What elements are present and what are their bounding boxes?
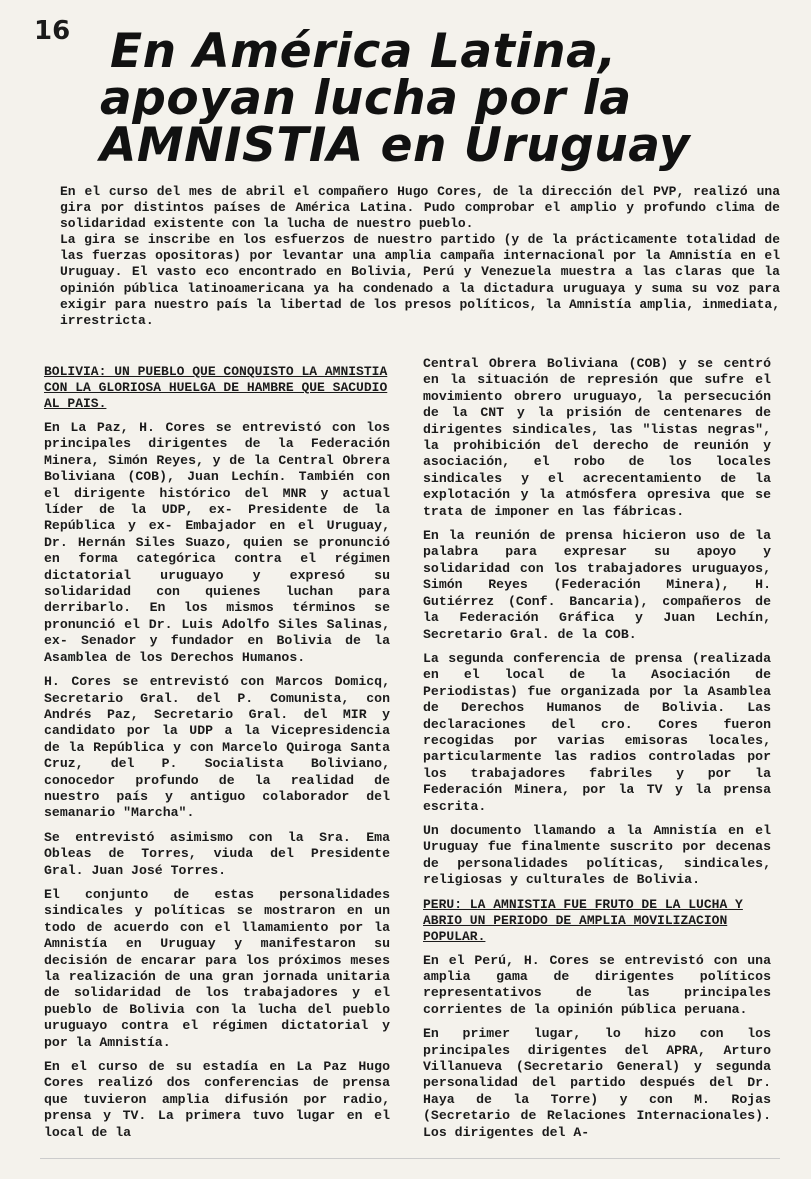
- headline-line-3: AMNISTIA en Uruguay: [100, 118, 691, 173]
- headline-line-1: En América Latina,: [110, 24, 617, 79]
- headline-line-2: apoyan lucha por la: [100, 71, 632, 126]
- intro: [60, 184, 780, 329]
- page-number: 16: [34, 16, 71, 46]
- left-paragraph-5: En el curso de su estadía en La Paz Hugo Cores realizó dos conferencias de prensa que tuvieron amplia difusión por radio, prensa y TV. La primera tuvo lugar en el local de la: [44, 1059, 390, 1140]
- intro-paragraph-2: La gira se inscribe en los esfuerzos de nuestro partido (y de la prácticamente totalidad de las fuerzas opositoras) por levantar una amplia campaña internacional por la Amnistía en el Uruguay. El vasto eco encontrado en Bolivia, Perú y Venezuela muestra a las claras que la opinión pública latinoamericana ya ha condenado a la dictadura uruguaya y suma su voz para exigir para nuestro país la libertad de los presos políticos, la Amnistía amplia, inmediata, irrestricta.: [60, 232, 780, 328]
- intro-paragraph-1: En el curso del mes de abril el compañero Hugo Cores, de la dirección del PVP, realizó una gira por distintos países de América Latina. Pudo comprobar el amplio y profundo clima de solidaridad existente con la lucha de nuestro pueblo.: [60, 184, 780, 232]
- right-paragraph-6: En primer lugar, lo hizo con los principales dirigentes del APRA, Arturo Villanueva (Secretario General) y segunda personalidad del partido después del Dr. Haya de la Torre) y con M. Rojas (Secretario de Relaciones Internacionales). Los dirigentes del A-: [423, 1026, 771, 1140]
- right-column: [423, 356, 771, 1149]
- right-paragraph-5: En el Perú, H. Cores se entrevistó con una amplia gama de dirigentes políticos representativos de las principales corrientes de la opinión pública peruana.: [423, 952, 771, 1017]
- right-paragraph-4: Un documento llamando a la Amnistía en el Uruguay fue finalmente suscrito por decenas de personalidades políticas, sindicales, religiosas y culturales de Bolivia.: [423, 822, 771, 888]
- left-paragraph-1: En La Paz, H. Cores se entrevistó con los principales dirigentes de la Federación Minera, Simón Reyes, y de la Central Obrera Boliviana (COB), Juan Lechín. También con el dirigente histórico del MNR y actual líder de la UDP, ex- Presidente de la República y ex- Embajador en el Uruguay, Dr. Hernán Siles Suazo, quien se pronunció en forma categórica contra el régimen dictatorial uruguayo y expresó su solidaridad con quienes luchan para derribarlo. En los mismos términos se pronunció el Dr. Luis Adolfo Siles Salinas, ex- Senador y fundador en Bolivia de la Asamblea de los Derechos Humanos.: [44, 420, 390, 665]
- headline: [100, 24, 780, 173]
- peru-subhead: PERU: LA AMNISTIA FUE FRUTO DE LA LUCHA Y ABRIO UN PERIODO DE AMPLIA MOVILIZACION POPULAR.: [423, 896, 743, 944]
- right-paragraph-1: Central Obrera Boliviana (COB) y se centró en la situación de represión que sufre el movimiento obrero uruguayo, la persecución de la CNT y la prisión de centenares de dirigentes sindicales, las "listas negras", la prohibición del derecho de reunión y asociación, el robo de los locales sindicales y el acrecentamiento de la explotación y la atmósfera opresiva que se trata de imponer en las fábricas.: [423, 356, 771, 519]
- left-paragraph-3: Se entrevistó asimismo con la Sra. Ema Obleas de Torres, viuda del Presidente Gral. Juan José Torres.: [44, 829, 390, 878]
- right-paragraph-3: La segunda conferencia de prensa (realizada en el local de la Asociación de Periodistas) fue organizada por la Asamblea de Derechos Humanos de Bolivia. Las declaraciones del cro. Cores fueron recogidas por varias emisoras locales, particularmente las radios controladas por los trabajadores fabriles y por la Federación Minera, por la TV y la prensa escrita.: [423, 650, 771, 814]
- left-column: [44, 364, 390, 1149]
- right-paragraph-2: En la reunión de prensa hicieron uso de la palabra para expresar su apoyo y solidaridad con los trabajadores uruguayos, Simón Reyes (Federación Minera), H. Gutiérrez (Conf. Bancaria), compañeros de la Federación Gráfica y Juan Lechín, Secretario Gral. de la COB.: [423, 528, 771, 642]
- left-paragraph-4: El conjunto de estas personalidades sindicales y políticas se mostraron en un todo de acuerdo con el llamamiento por la Amnistía en Uruguay y manifestaron su decisión de encarar para los próximos meses la realización de una gran jornada unitaria de solidaridad de los trabajadores y el pueblo de Bolivia con la lucha del pueblo uruguayo contra el régimen dictatorial y por la Amnistía.: [44, 886, 390, 1050]
- bolivia-subhead: BOLIVIA: UN PUEBLO QUE CONQUISTO LA AMNISTIA CON LA GLORIOSA HUELGA DE HAMBRE QUE SACUDIO AL PAIS.: [44, 364, 388, 411]
- left-paragraph-2: H. Cores se entrevistó con Marcos Domicq, Secretario Gral. del P. Comunista, con Andrés Paz, Secretario Gral. del MIR y candidato por la UDP a la Vicepresidencia de la República y con Marcelo Quiroga Santa Cruz, del P. Socialista Boliviano, conocedor profundo de la realidad de nuestro país y antiguo colaborador del semanario "Marcha".: [44, 674, 390, 821]
- footer-rule: [40, 1158, 780, 1159]
